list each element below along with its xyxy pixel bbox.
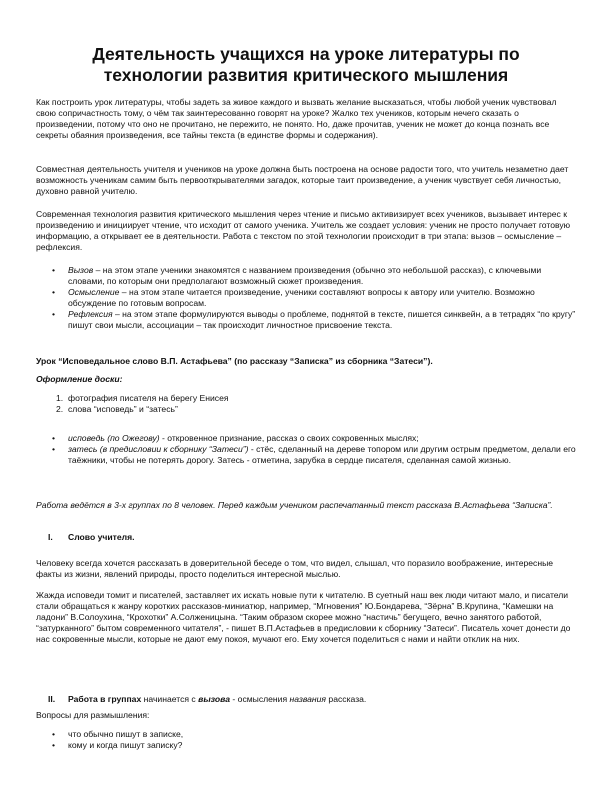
list-item: • кому и когда пишут записку? (36, 740, 576, 751)
questions-list (36, 729, 576, 751)
definition-term: затесь (в предисловии к сборнику “Затеси”) (68, 443, 249, 454)
list-item (36, 393, 576, 404)
stage-term: Рефлексия (68, 308, 113, 319)
list-item (36, 444, 576, 466)
teacher-word-paragraph: Человеку всегда хочется рассказать в доверительной беседе о том, что видел, слышал, что поразило воображение, интересные факты из жизни, явлений природы, просто поделиться интересной мыслью. (36, 558, 554, 579)
list-item (36, 309, 576, 331)
list-item (36, 287, 576, 309)
list-item (36, 265, 576, 287)
joint-activity-paragraph: Совместная деятельность учителя и учеников на уроке должна быть построена на основе радости того, что учитель незаметно дает возможность ученикам самим быть первооткрывателями загадок, которые таит произведение, а ученик чувствует себя личностью, духовно равной учителю. (36, 164, 569, 196)
section-label: Слово учителя. (68, 532, 135, 542)
list-item (36, 433, 576, 444)
intro-paragraph: Как построить урок литературы, чтобы задеть за живое каждого и вызвать желание высказаться, чтобы любой ученик чувствовал свою сопричастность тому, о чём так заинтересованно говорят на уроке? Жалко тех учеников, которым нечего сказать о произведении, потому что оно не прочитано, не пережито, не понято. Но, даже прочитав, ученик не может до конца познать все секреты обаяния произведения, все тайны текста (в единстве формы и содержания). (36, 97, 557, 140)
stage-text: – на этом этапе ученики знакомятся с названием произведения (обычно это небольшой рассказ), с ключевыми словами, по которым они предполагают возможный сюжет произведения. (68, 265, 542, 286)
group-note: Работа ведётся в 3-х группах по 8 человек. Перед каждым учеником распечатанный текст рассказа В.Астафьева “Записка”. (36, 500, 553, 510)
page-title: Деятельность учащихся на уроке литературы по технологии развития критического мышления (92, 44, 520, 85)
section-text: - осмысления (230, 693, 290, 704)
section-number: II. (48, 693, 56, 704)
definitions-list (36, 433, 576, 466)
item-text: слова “исповедь” и “затесь” (68, 403, 178, 414)
stage-text: – на этом этапе читается произведение, ученики составляют вопросы к автору или учителю. Возможно обсуждение по готовым вопросам. (68, 286, 535, 308)
technology-paragraph: Современная технология развития критического мышления через чтение и письмо активизирует всех учеников, вызывает интерес к произведению и инициирует чтение, что исходит от самого ученика. Учитель же создает условия: ученик не просто получает готовую информацию, а открывает ее в деятельности. Работа с текстом по этой технологии происходит в три этапа: вызов – осмысление – рефлексия. (36, 209, 571, 252)
definition-text: - откровенное признание, рассказ о своих сокровенных мыслях; (159, 433, 419, 443)
board-heading: Оформление доски: (36, 374, 123, 384)
emphasis-text: названия (289, 693, 327, 704)
section-heading (36, 694, 608, 705)
section-text: рассказа. (326, 693, 367, 704)
section-label: Работа в группах (68, 693, 142, 704)
confession-paragraph: Жажда исповеди томит и писателей, заставляет их искать новые пути к читателю. В суетный наш век люди читают мало, и писатели стали обращаться к жанру коротких рассказов-миниатюр, например, “Мгновения” Ю.Бондарева, “Зёрна” В.Крупина, “Камешки на ладони” В.Солоухина, “Крохотки” А.Солженицына. “Таким образом скорее можно “настичь” бегущего, вечно занятого работой, “затурканного” бытом современного читателя”, - пишет В.П.Астафьев в предисловии к сборнику “Затеси”. Писатель хочет донести до нас сокровенные мысли, которые не дают ему покоя, мучают его. Ему хочется поделиться с нами и найти отклик на них. (36, 590, 571, 644)
definition-term: исповедь (по Ожегову) (68, 433, 160, 443)
questions-heading: Вопросы для размышления: (36, 710, 150, 720)
board-items-list (36, 393, 576, 415)
definition-text: - стёс, сделанный на дереве топором или другим острым предметом, делали его таёжники, чтобы не потерять дорогу. Затесь - отметина, зарубка в сердце писателя, сделанная самой жизнью. (68, 443, 576, 465)
stage-text: – на этом этапе формулируются выводы о проблеме, поднятой в тексте, пишется синквейн, а в тетрадях “по кругу” пишут свои мысли, ассоциации – так происходит личностное присвоение текста. (68, 308, 576, 330)
section-number: I. (48, 532, 53, 542)
list-item (36, 404, 576, 415)
item-number: 1. (56, 393, 64, 403)
list-item: • что обычно пишут в записке, (36, 729, 576, 740)
stage-term: Осмысление (68, 286, 120, 297)
item-number: 2. (56, 403, 64, 414)
lesson-heading: Урок “Исповедальное слово В.П. Астафьева” (по рассказу “Записка” из сборника “Затеси”). (36, 356, 433, 366)
item-text: фотография писателя на берегу Енисея (68, 393, 229, 403)
stage-term: Вызов (68, 265, 94, 275)
section-text: начинается с (141, 693, 199, 704)
section-heading (36, 532, 608, 543)
stages-list (36, 265, 576, 330)
emphasis-text: вызова (198, 693, 231, 704)
